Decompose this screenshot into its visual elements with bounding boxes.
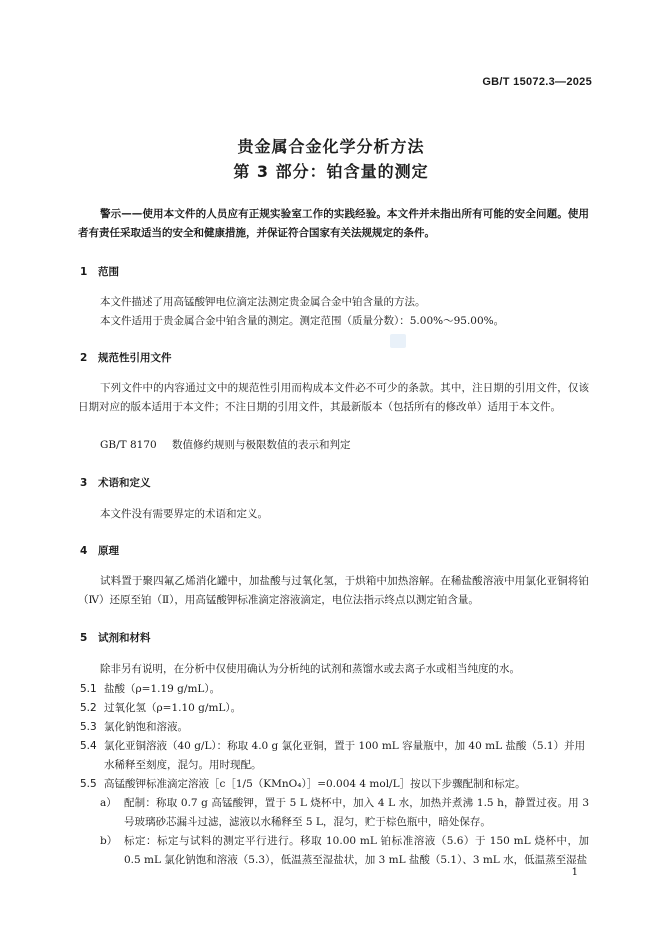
document-title-line1: 贵金属合金化学分析方法	[237, 137, 425, 156]
item-number: 5.1	[80, 683, 97, 695]
sub-item-marker: a）	[100, 797, 117, 809]
section-title: 术语和定义	[98, 477, 151, 489]
item-number: 5.2	[80, 702, 97, 714]
section-3-para-1: 本文件没有需要界定的术语和定义。	[100, 508, 268, 520]
section-title: 范围	[98, 266, 119, 278]
standard-code: GB/T 15072.3—2025	[482, 76, 592, 88]
normative-reference	[100, 437, 351, 452]
item-text: 氯化亚铜溶液（40 g/L）：称取 4.0 g 氯化亚铜，置于 100 mL 容量瓶中，加 40 mL 盐酸（5.1）并用水稀释至刻度，混匀。用时现配。	[104, 740, 586, 771]
page-number: 1	[571, 867, 578, 878]
list-item-5-4	[80, 737, 589, 775]
reference-title: 数值修约规则与极限数值的表示和判定	[172, 439, 351, 451]
item-number: 5.4	[80, 740, 97, 752]
item-number: 5.5	[80, 778, 97, 790]
reference-code: GB/T 8170	[100, 439, 157, 451]
list-item-5-2	[80, 699, 589, 718]
section-5-para-1: 除非另有说明，在分析中仅使用确认为分析纯的试剂和蒸馏水或去离子水或相当纯度的水。	[100, 663, 520, 675]
watermark-logo	[390, 334, 406, 348]
section-5-heading	[80, 630, 151, 645]
document-title-line2: 第 3 部分：铂含量的测定	[233, 162, 429, 181]
section-title: 原理	[98, 545, 119, 557]
section-number: 4	[80, 545, 88, 557]
sub-item-text: 标定：标定与试料的测定平行进行。移取 10.00 mL 铂标准溶液（5.6）于 150 mL 烧杯中，加 0.5 mL 氯化钠饱和溶液（5.3），低温蒸至湿盐状，加 3 mL 盐酸（5.1）、3 mL 水，低温蒸至湿盐	[124, 835, 589, 866]
sub-item-text: 配制：称取 0.7 g 高锰酸钾，置于 5 L 烧杯中，加入 4 L 水，加热并煮沸 1.5 h，静置过夜。用 3 号玻璃砂芯漏斗过滤，滤液以水稀释至 5 L，混匀，贮于棕色瓶中，暗处保存。	[124, 797, 589, 828]
list-item-5-1	[80, 680, 589, 699]
item-text: 过氧化氢（ρ=1.10 g/mL）。	[104, 702, 242, 714]
section-title: 试剂和材料	[98, 632, 151, 644]
section-4-para-1: 试料置于聚四氟乙烯消化罐中，加盐酸与过氧化氢，于烘箱中加热溶解。在稀盐酸溶液中用氯化亚铜将铂（Ⅳ）还原至铂（Ⅱ），用高锰酸钾标准滴定溶液滴定，电位法指示终点以测定铂含量。	[78, 575, 589, 606]
section-number: 3	[80, 477, 88, 489]
item-text: 盐酸（ρ=1.19 g/mL）。	[104, 683, 221, 695]
item-text: 高锰酸钾标准滴定溶液［c［1/5（KMnO₄）］=0.004 4 mol/L］按以下步骤配制和标定。	[104, 778, 526, 790]
section-1-para-1: 本文件描述了用高锰酸钾电位滴定法测定贵金属合金中铂含量的方法。	[100, 296, 426, 308]
sub-item-marker: b）	[100, 835, 118, 847]
list-item-5-5	[80, 775, 589, 794]
section-3-heading	[80, 475, 151, 490]
section-1-heading	[80, 264, 119, 279]
section-number: 2	[80, 352, 88, 364]
item-number: 5.3	[80, 721, 97, 733]
section-4-heading	[80, 543, 119, 558]
item-text: 氯化钠饱和溶液。	[104, 721, 188, 733]
list-item-5-3	[80, 718, 589, 737]
sub-item-b	[100, 832, 589, 870]
sub-item-a	[100, 794, 589, 832]
section-2-heading	[80, 350, 172, 365]
safety-warning: 警示——使用本文件的人员应有正规实验室工作的实践经验。本文件并未指出所有可能的安全问题。使用者有责任采取适当的安全和健康措施，并保证符合国家有关法规规定的条件。	[78, 208, 589, 239]
section-number: 5	[80, 632, 88, 644]
section-1-para-2: 本文件适用于贵金属合金中铂含量的测定。测定范围（质量分数）：5.00%～95.00%。	[100, 315, 505, 327]
section-number: 1	[80, 266, 88, 278]
section-title: 规范性引用文件	[98, 352, 172, 364]
section-2-para-1: 下列文件中的内容通过文中的规范性引用而构成本文件必不可少的条款。其中，注日期的引用文件，仅该日期对应的版本适用于本文件；不注日期的引用文件，其最新版本（包括所有的修改单）适用于本文件。	[78, 382, 589, 413]
